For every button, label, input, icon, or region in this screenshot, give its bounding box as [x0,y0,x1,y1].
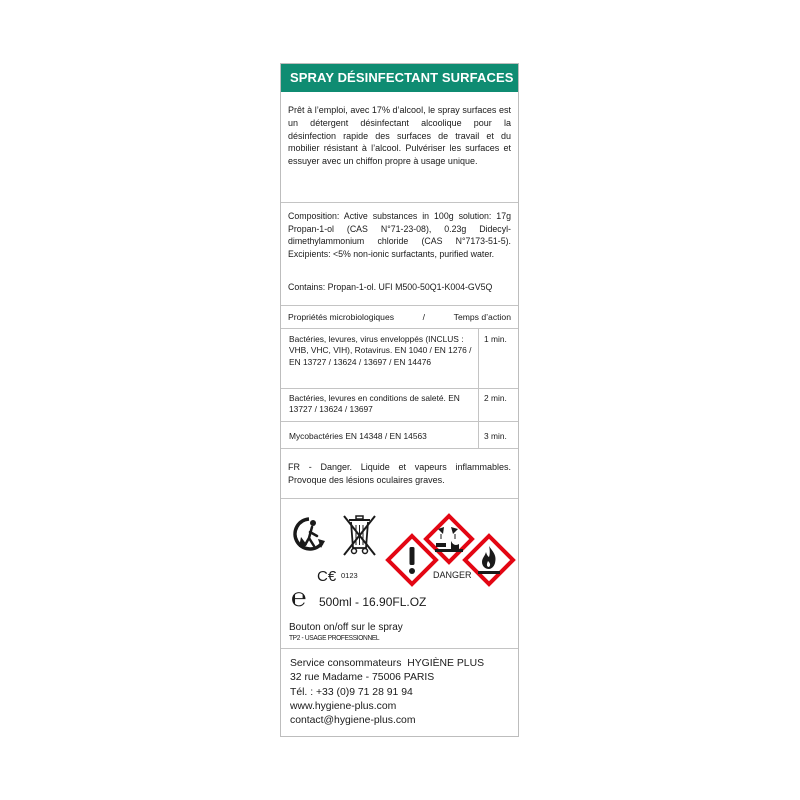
crossed-bin-icon [343,515,377,557]
service-website: www.hygiene-plus.com [290,700,397,712]
ce-number: 0123 [341,571,358,580]
properties-header-left: Propriétés microbiologiques [288,312,395,322]
table-cell-time: 2 min. [484,393,507,403]
ce-mark: C€ [317,568,337,585]
volume-text: 500ml - 16.90FL.OZ [319,595,427,609]
divider [281,648,518,649]
divider [281,498,518,499]
product-label [280,63,519,737]
properties-header-sep: / [422,312,426,322]
estimated-sign: ℮ [291,583,307,613]
service-phone: Tél. : +33 (0)9 71 28 91 94 [290,686,413,698]
contains-text: Contains: Propan-1-ol. UFI M500-50Q1-K004-GV5Q [288,282,493,292]
product-title: SPRAY DÉSINFECTANT SURFACES [281,64,518,92]
table-cell-time: 3 min. [484,431,507,441]
spray-button-text: Bouton on/off sur le spray [289,622,403,633]
service-email: contact@hygiene-plus.com [290,715,416,727]
properties-header-right: Temps d’action [453,312,511,322]
hazard-statement: FR - Danger. Liquide et vapeurs inflammables. Provoque des lésions oculaires graves. [288,462,511,485]
table-cell-time: 1 min. [484,334,507,344]
divider [281,305,518,306]
table-cell-desc: Bactéries, levures en conditions de saleté. EN 13727 / 13624 / 13697 [289,393,460,415]
table-cell-desc: Mycobactéries EN 14348 / EN 14563 [289,431,427,441]
properties-header [281,311,518,324]
danger-label: DANGER [433,570,472,580]
divider [281,448,518,449]
table-cell-desc: Bactéries, levures, virus enveloppés (INCLUS : VHB, VHC, VIH), Rotavirus. EN 1040 / EN 1276 / EN 13727 / 13624 / 13697 / EN 14476 [289,334,472,367]
divider [281,202,518,203]
divider [281,328,518,329]
composition-text: Composition: Active substances in 100g solution: 17g Propan-1-ol (CAS N°71-23-08), 0.23g Didecyl-dimethylammonium chloride (CAS N°7173-51-5). Excipients: <5% non-ionic surfactants, purified water. [288,211,511,259]
recycle-person-icon [291,515,327,557]
divider [281,388,518,389]
usage-text: TP2 - USAGE PROFESSIONNEL [289,633,380,642]
divider [281,421,518,422]
service-line: Service consommateurs HYGIÈNE PLUS [290,658,485,669]
description-text: Prêt à l’emploi, avec 17% d’alcool, le spray surfaces est un détergent désinfectant alcoolique pour la désinfection rapide des surfaces de travail et du mobilier résistant à l’alcool. Pulvériser les surfaces et essuyer avec un chiffon propre à usage unique. [288,105,511,167]
table-column-divider [478,328,479,448]
service-address: 32 rue Madame - 75006 PARIS [290,672,435,684]
service-block [290,657,484,728]
